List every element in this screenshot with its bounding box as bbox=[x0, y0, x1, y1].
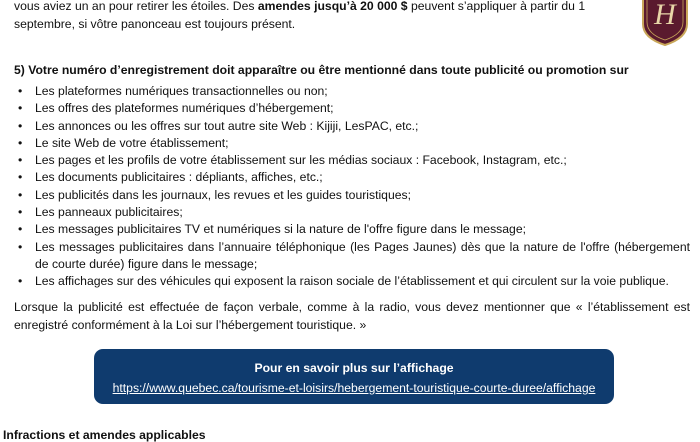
fine-amount: amendes jusqu’à 20 000 $ bbox=[257, 0, 408, 13]
list-item: • Les plateformes numériques transactionnelles ou non; bbox=[14, 83, 690, 100]
badge-letter: H bbox=[654, 0, 676, 31]
intro-text-2: peuvent s’appliquer à partir du 1 bbox=[407, 0, 586, 13]
section-title: 5) Votre numéro d’enregistrement doit apparaître ou être mentionné dans toute publicité ou promotion sur bbox=[14, 63, 629, 77]
list-item: • Les annonces ou les offres sur tout autre site Web : Kijiji, LesPAC, etc.; bbox=[14, 118, 690, 135]
section-heading: Infractions et amendes applicables bbox=[3, 428, 206, 442]
list-item: • Les offres des plateformes numériques d’hébergement; bbox=[14, 100, 690, 117]
info-box bbox=[94, 349, 614, 404]
list-item: • Les messages publicitaires dans l’annuaire téléphonique (les Pages Jaunes) dès que la nature de l'offre (hébergement de courte durée) figure dans le message; bbox=[14, 239, 690, 274]
certification-badge-icon bbox=[640, 0, 690, 46]
list-item: • Les messages publicitaires TV et numériques si la nature de l'offre figure dans le message; bbox=[14, 221, 690, 238]
intro-text-3: septembre, si vôtre panonceau est toujours présent. bbox=[14, 17, 296, 31]
info-box-title: Pour en savoir plus sur l’affichage bbox=[254, 361, 454, 375]
closing-paragraph: Lorsque la publicité est effectuée de façon verbale, comme à la radio, vous devez mentionner que « l’établissement est enregistré conformément à la Loi sur l’hébergement touristique. » bbox=[14, 300, 690, 332]
intro-text-1: vous aviez un an pour retirer les étoiles. Des bbox=[14, 0, 258, 13]
list-item: • Le site Web de votre établissement; bbox=[14, 135, 690, 152]
publication-list bbox=[14, 83, 690, 291]
list-item: • Les publicités dans les journaux, les revues et les guides touristiques; bbox=[14, 187, 690, 204]
list-item: • Les documents publicitaires : dépliants, affiches, etc.; bbox=[14, 169, 690, 186]
intro-paragraph bbox=[14, 0, 614, 33]
list-item: • Les panneaux publicitaires; bbox=[14, 204, 690, 221]
list-item: • Les pages et les profils de votre établissement sur les médias sociaux : Facebook, Instagram, etc.; bbox=[14, 152, 690, 169]
list-item: • Les affichages sur des véhicules qui exposent la raison sociale de l’établissement et qui circulent sur la voie publique. bbox=[14, 273, 690, 290]
info-box-link[interactable]: https://www.quebec.ca/tourisme-et-loisirs/hebergement-touristique-courte-duree/affichage bbox=[112, 381, 596, 395]
